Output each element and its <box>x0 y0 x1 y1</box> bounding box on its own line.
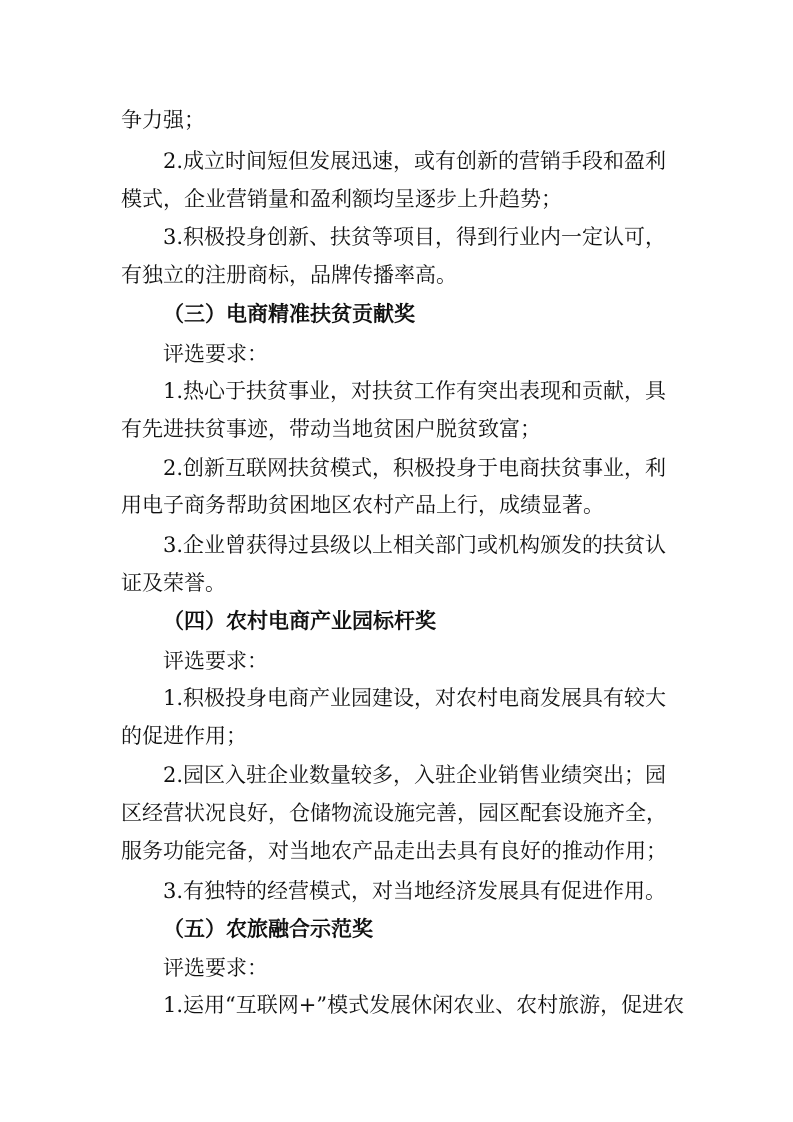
section-heading: （三）电商精准扶贫贡献奖 <box>163 301 415 326</box>
text-line: 区经营状况良好，仓储物流设施完善，园区配套设施齐全， <box>121 801 667 825</box>
text-line: 3.企业曾获得过县级以上相关部门或机构颁发的扶贫认 <box>163 533 667 557</box>
text-line: 模式，企业营销量和盈利额均呈逐步上升趋势； <box>121 187 562 211</box>
text-line: 证及荣誉。 <box>121 571 226 595</box>
text-line: 2.园区入驻企业数量较多，入驻企业销售业绩突出；园 <box>163 763 667 787</box>
text-line: 3.积极投身创新、扶贫等项目，得到行业内一定认可， <box>163 225 667 249</box>
text-line: 2.创新互联网扶贫模式，积极投身于电商扶贫事业，利 <box>163 456 667 480</box>
text-line: 争力强； <box>121 108 205 132</box>
text-line: 评选要求： <box>163 649 268 673</box>
text-line: 有先进扶贫事迹，带动当地贫困户脱贫致富； <box>121 417 541 441</box>
text-line: 用电子商务帮助贫困地区农村产品上行，成绩显著。 <box>121 493 604 517</box>
text-line: 评选要求： <box>163 342 268 366</box>
text-line: 评选要求： <box>163 956 268 980</box>
text-line: 1.运用“互联网+”模式发展休闲农业、农村旅游，促进农 <box>163 993 685 1017</box>
text-line: 1.热心于扶贫事业，对扶贫工作有突出表现和贡献，具 <box>163 379 667 403</box>
text-line: 1.积极投身电商产业园建设，对农村电商发展具有较大 <box>163 686 667 710</box>
text-line: 3.有独特的经营模式，对当地经济发展具有促进作用。 <box>163 879 667 903</box>
section-heading: （五）农旅融合示范奖 <box>163 916 373 941</box>
text-line: 的促进作用； <box>121 724 247 748</box>
text-line: 有独立的注册商标，品牌传播率高。 <box>121 263 457 287</box>
text-line: 2.成立时间短但发展迅速，或有创新的营销手段和盈利 <box>163 149 667 173</box>
text-line: 服务功能完备，对当地农产品走出去具有良好的推动作用； <box>121 839 667 863</box>
section-heading: （四）农村电商产业园标杆奖 <box>163 608 436 633</box>
